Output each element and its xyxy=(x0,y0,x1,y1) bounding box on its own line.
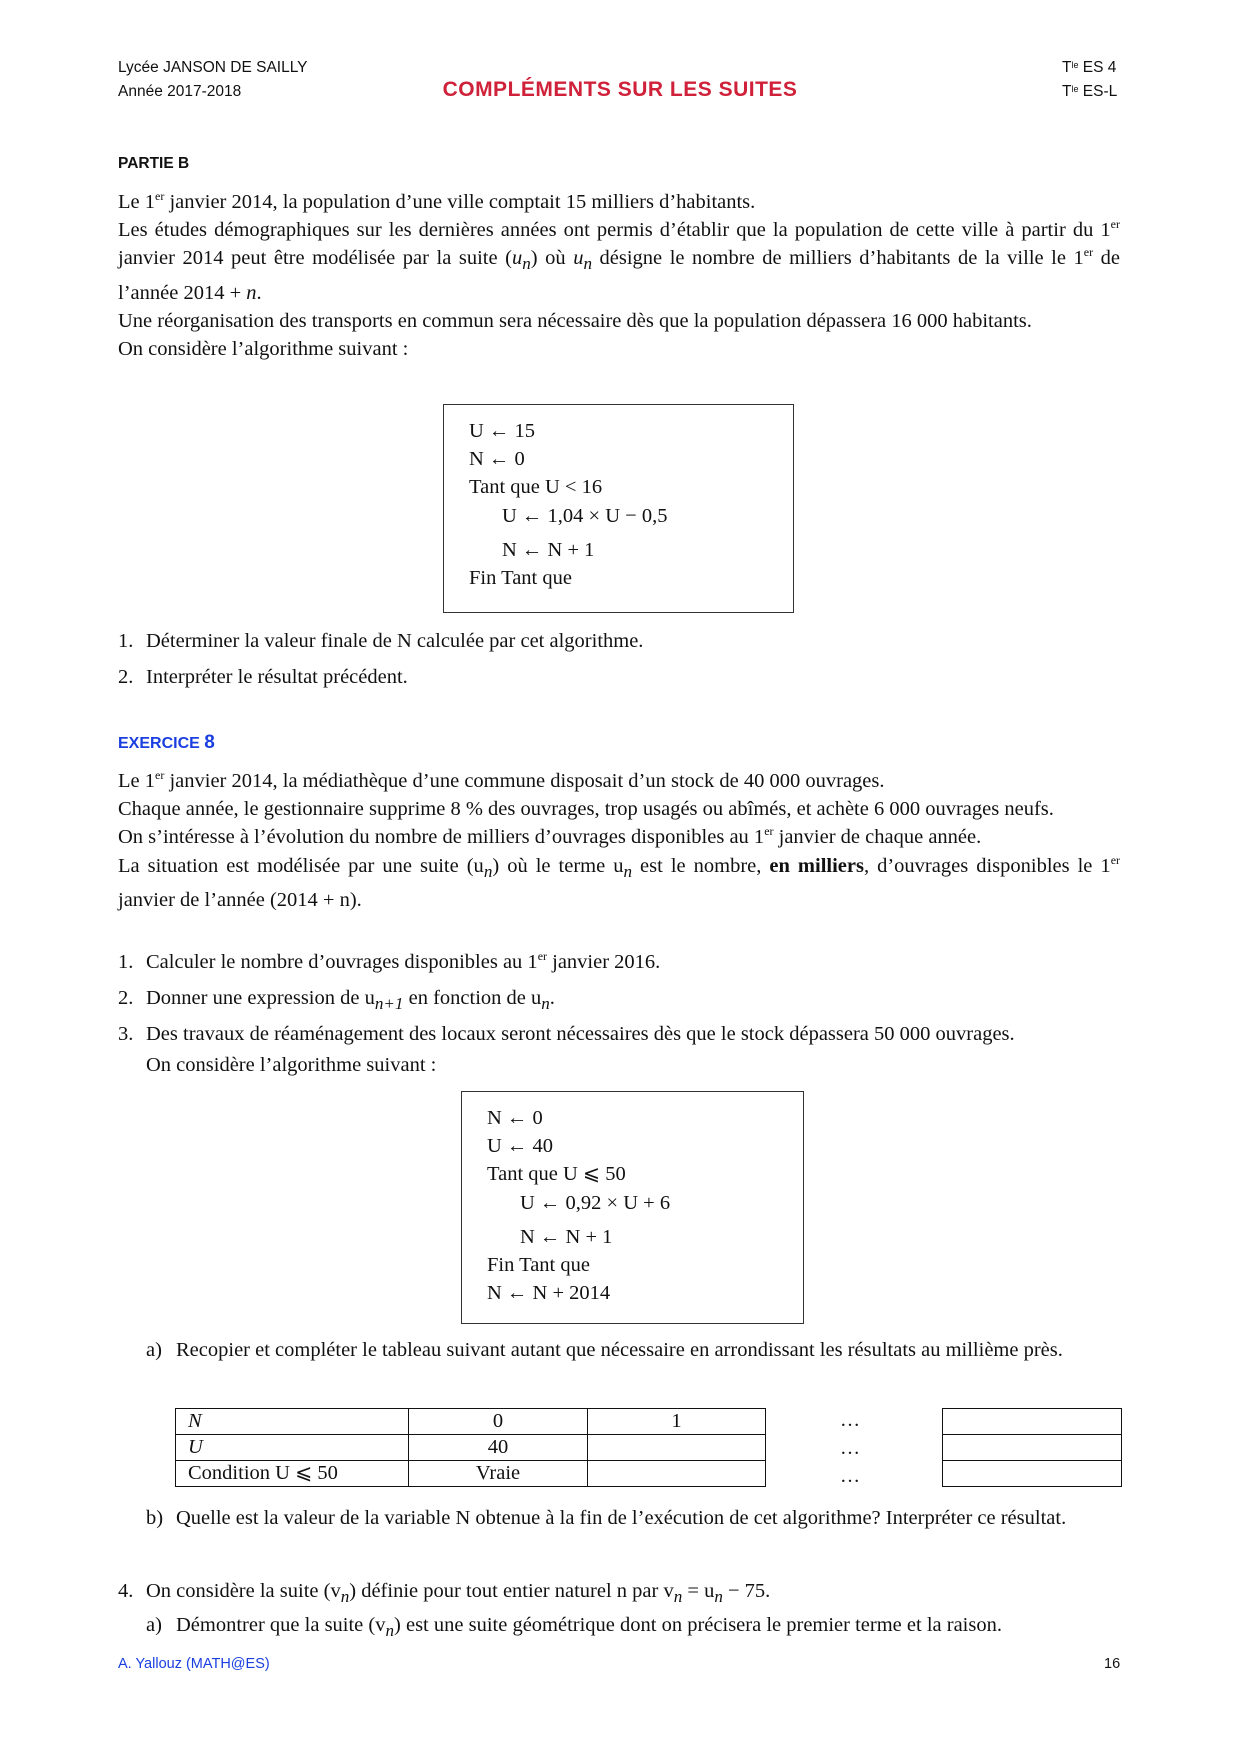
class-label-2: $T^{le}$ ES-L xyxy=(1062,83,1118,100)
algo-line: U ← 1,04 × U − 0,5 xyxy=(502,504,668,527)
algorithm-box-2 xyxy=(461,1091,804,1324)
algo-line: N ← 0 xyxy=(487,1107,543,1129)
question-1: 1. Déterminer la valeur finale de N calculée par cet algorithme. xyxy=(118,630,644,652)
question-4: 4. On considère la suite $(v_n)$ définie pour tout entier naturel n par $v_n = u_n - 75$. xyxy=(118,1580,771,1607)
values-table xyxy=(175,1408,766,1487)
algo-line: N ← N + 1 xyxy=(520,1225,613,1248)
question-3b: b) Quelle est la valeur de la variable N obtenue à la fin de l’exécution de cet algorithme? Interpréter ce résultat. xyxy=(146,1507,1067,1529)
algorithm-box-1 xyxy=(443,404,794,613)
school-year: Année 2017-2018 xyxy=(118,83,242,100)
algo-line: U ← 0,92 × U + 6 xyxy=(520,1191,671,1214)
school-name: Lycée JANSON DE SAILLY xyxy=(118,59,308,76)
question-2: 2. Interpréter le résultat précédent. xyxy=(118,666,408,688)
algo-line: Tant que U < 16 xyxy=(469,476,603,499)
values-table-last-column xyxy=(942,1408,1122,1487)
question-2: 2. Donner une expression de $u_{n+1}$ en fonction de $u_n$. xyxy=(118,987,555,1014)
page-number: 16 xyxy=(1104,1656,1121,1672)
page-title: COMPLÉMENTS SUR LES SUITES xyxy=(442,78,798,101)
table-row: Condition U ⩽ 50 Vraie xyxy=(176,1461,766,1487)
question-3: 3. Des travaux de réaménagement des locaux seront nécessaires dès que le stock dépassera 50 000 ouvrages. On considère l’algorithme suivant : xyxy=(118,1023,1015,1077)
exercise-8-intro: Le 1er janvier 2014, la médiathèque d’une commune disposait d’un stock de 40 000 ouvrages. Chaque année, le gestionnaire supprime 8 % des ouvrages, trop usagés ou abîmés, et achète 6 000 ouvrages neufs. On s’intéresse à l’évolution du nombre de milliers d’ouvrages disponibles au 1er janvier de chaque année. La situation est modélisée par une suite $(u_n)$ où le terme $u_n$ est le nombre, en milliers, d’ouvrages disponibles le 1er janvier de l’année (2014 + n). xyxy=(118,768,1121,911)
algo-line: N ← 0 xyxy=(469,448,525,471)
ellipsis: … xyxy=(840,1437,860,1459)
table-row: U 40 xyxy=(176,1435,766,1461)
question-1: 1. Calculer le nombre d’ouvrages disponibles au 1er janvier 2016. xyxy=(118,949,661,973)
partie-b-intro: Le 1er janvier 2014, la population d’une ville comptait 15 milliers d’habitants. Les études démographiques sur les dernières années ont permis d’établir que la population de cette ville à partir du 1er janvier 2014 peut être modélisée par la suite $(u_n)$ où $u_n$ désigne le nombre de milliers d’habitants de la ville le 1er de l’année 2014 + n. Une réorganisation des transports en commun sera nécessaire dès que la population dépassera 16 000 habitants. On considère l’algorithme suivant : xyxy=(118,189,1120,361)
footer-author: A. Yallouz (MATH@ES) xyxy=(118,1656,270,1672)
algo-line: N ← N + 1 xyxy=(502,538,595,561)
algo-line: Fin Tant que xyxy=(469,567,572,590)
exercise-heading: EXERCICE 8 xyxy=(118,732,215,753)
table-row: N 0 1 xyxy=(176,1409,766,1435)
question-3a: a) Recopier et compléter le tableau suivant autant que nécessaire en arrondissant les résultats au millième près. xyxy=(146,1339,1063,1361)
question-4a: a) Démontrer que la suite $(v_n)$ est une suite géométrique dont on précisera le premier terme et la raison. xyxy=(146,1614,1002,1641)
ellipsis: … xyxy=(840,1409,860,1431)
algo-line: Fin Tant que xyxy=(487,1254,590,1277)
algo-line: U ← 15 xyxy=(469,420,536,442)
class-label-1: $T^{le}$ ES 4 xyxy=(1062,59,1117,76)
ellipsis: … xyxy=(840,1465,860,1487)
algo-line: N ← N + 2014 xyxy=(487,1282,611,1305)
algo-line: U ← 40 xyxy=(487,1135,554,1158)
section-heading-partie-b: PARTIE B xyxy=(118,155,190,172)
algo-line: Tant que U ⩽ 50 xyxy=(487,1163,626,1186)
